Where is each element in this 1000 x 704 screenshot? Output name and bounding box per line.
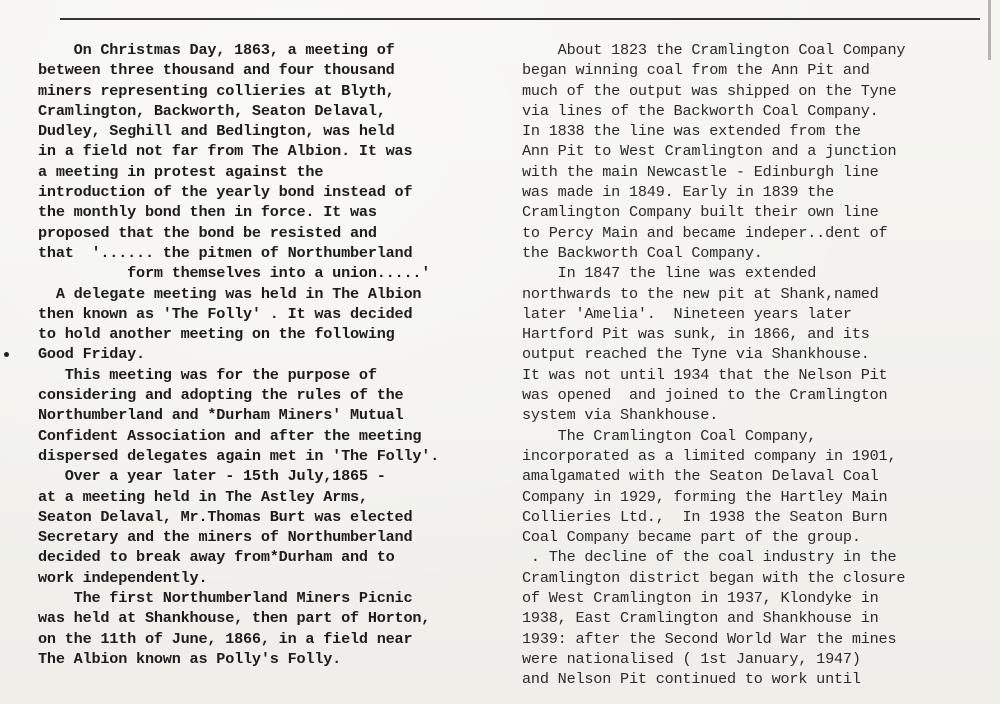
page-edge-mark — [988, 0, 991, 60]
text-line: Cramlington district began with the closure — [522, 568, 906, 587]
text-line: The first Northumberland Miners Picnic — [38, 589, 413, 608]
margin-dot — [4, 352, 9, 357]
text-line: output reached the Tyne via Shankhouse. — [522, 345, 870, 364]
text-line: Coal Company became part of the group. — [522, 528, 861, 547]
text-line: Ann Pit to West Cramlington and a junction — [522, 142, 897, 161]
right-column — [522, 40, 972, 690]
text-line: Confident Association and after the meeting — [38, 426, 422, 445]
text-line: then known as 'The Folly' . It was decided — [38, 304, 413, 323]
left-column — [38, 40, 498, 669]
text-line: The Albion known as Polly's Folly. — [38, 649, 342, 668]
text-line: Over a year later - 15th July,1865 - — [38, 467, 386, 486]
text-line: 1939: after the Second World War the mines — [522, 629, 897, 648]
text-line: incorporated as a limited company in 1901, — [522, 446, 897, 465]
text-line: later 'Amelia'. Nineteen years later — [522, 304, 852, 323]
text-line: Company in 1929, forming the Hartley Main — [522, 487, 888, 506]
text-line: between three thousand and four thousand — [38, 61, 395, 80]
text-line: Good Friday. — [38, 345, 145, 364]
text-line: was opened and joined to the Cramlington — [522, 386, 888, 405]
text-line: Secretary and the miners of Northumberland — [38, 528, 413, 547]
text-line: Cramlington Company built their own line — [522, 203, 879, 222]
text-line: decided to break away from*Durham and to — [38, 548, 395, 567]
text-line: on the 11th of June, 1866, in a field near — [38, 629, 413, 648]
text-line: This meeting was for the purpose of — [38, 365, 377, 384]
text-line: Collieries Ltd., In 1938 the Seaton Burn — [522, 507, 888, 526]
text-line: was made in 1849. Early in 1839 the — [522, 183, 834, 202]
text-line: 1938, East Cramlington and Shankhouse in — [522, 609, 879, 628]
text-line: work independently. — [38, 568, 208, 587]
text-line: On Christmas Day, 1863, a meeting of — [38, 41, 395, 59]
text-line: and Nelson Pit continued to work until — [522, 670, 861, 689]
text-line: of West Cramlington in 1937, Klondyke in — [522, 589, 879, 608]
text-line: were nationalised ( 1st January, 1947) — [522, 649, 861, 668]
text-line: in a field not far from The Albion. It was — [38, 142, 413, 161]
text-line: Seaton Delaval, Mr.Thomas Burt was elected — [38, 507, 413, 526]
text-line: form themselves into a union.....' — [38, 264, 431, 283]
text-line: began winning coal from the Ann Pit and — [522, 61, 870, 80]
text-line: a meeting in protest against the — [38, 162, 324, 181]
text-line: introduction of the yearly bond instead of — [38, 183, 413, 202]
text-line: In 1847 the line was extended — [522, 264, 817, 283]
text-line: was held at Shankhouse, then part of Horton, — [38, 609, 431, 628]
text-line: In 1838 the line was extended from the — [522, 122, 861, 141]
top-rule — [60, 18, 980, 20]
text-line: via lines of the Backworth Coal Company. — [522, 101, 879, 120]
text-line: to hold another meeting on the following — [38, 325, 395, 344]
text-line: The Cramlington Coal Company, — [522, 426, 817, 445]
text-line: northwards to the new pit at Shank,named — [522, 284, 879, 303]
text-line: with the main Newcastle - Edinburgh line — [522, 162, 879, 181]
text-line: About 1823 the Cramlington Coal Company — [522, 41, 906, 59]
text-line: to Percy Main and became indeper..dent of — [522, 223, 888, 242]
text-line: Hartford Pit was sunk, in 1866, and its — [522, 325, 870, 344]
text-line: considering and adopting the rules of the — [38, 386, 404, 405]
text-line: the Backworth Coal Company. — [522, 243, 763, 262]
text-line: miners representing collieries at Blyth, — [38, 81, 395, 100]
text-line: system via Shankhouse. — [522, 406, 719, 425]
text-line: dispersed delegates again met in 'The Folly'. — [38, 446, 440, 465]
text-line: amalgamated with the Seaton Delaval Coal — [522, 467, 879, 486]
text-line: Dudley, Seghill and Bedlington, was held — [38, 122, 395, 141]
text-line: at a meeting held in The Astley Arms, — [38, 487, 368, 506]
text-line: the monthly bond then in force. It was — [38, 203, 377, 222]
text-line: A delegate meeting was held in The Albion — [38, 284, 422, 303]
text-line: Northumberland and *Durham Miners' Mutual — [38, 406, 404, 425]
text-line: much of the output was shipped on the Tyne — [522, 81, 897, 100]
text-line: Cramlington, Backworth, Seaton Delaval, — [38, 101, 386, 120]
text-line: . The decline of the coal industry in the — [522, 548, 897, 567]
text-line: It was not until 1934 that the Nelson Pit — [522, 365, 888, 384]
text-line: proposed that the bond be resisted and — [38, 223, 377, 242]
text-line: that '...... the pitmen of Northumberland — [38, 243, 413, 262]
